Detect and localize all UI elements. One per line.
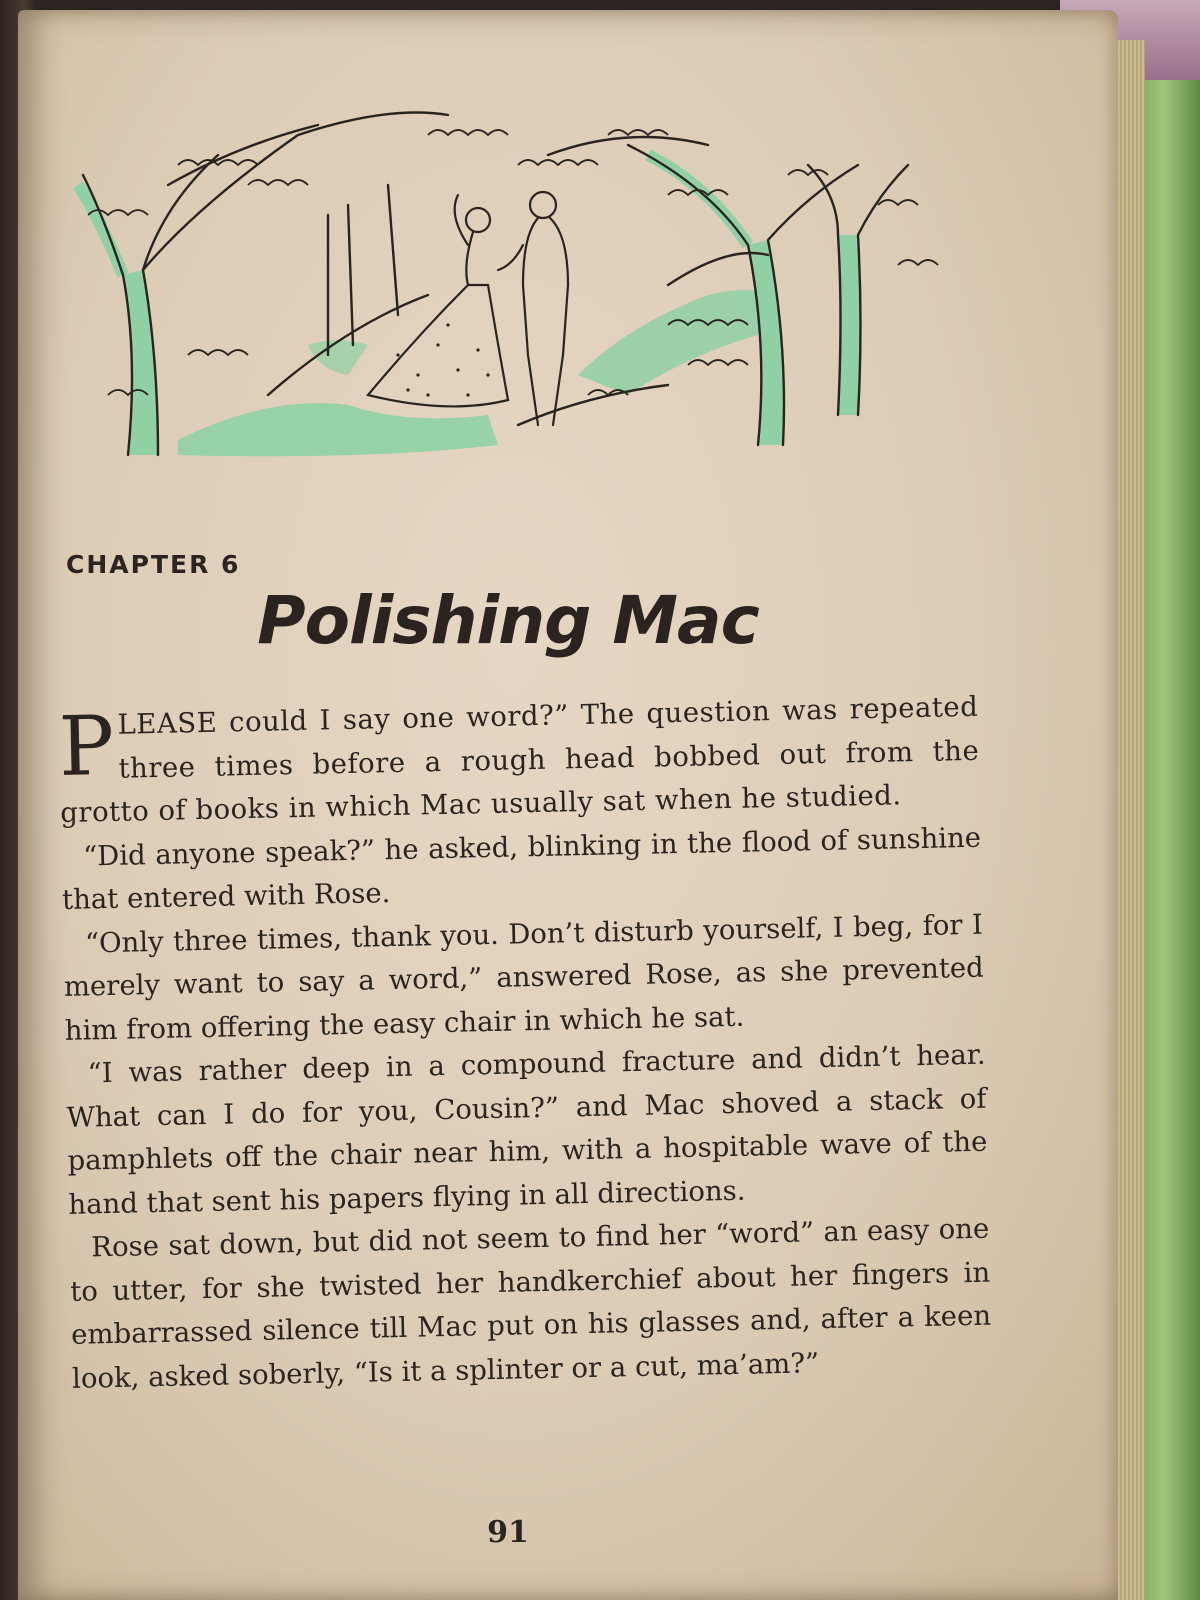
chapter-label: CHAPTER 6 xyxy=(66,550,241,579)
paragraph-2: “Did anyone speak?” he asked, blinking in the flood of sunshine that entered with Rose. xyxy=(61,821,982,916)
book-page xyxy=(18,10,1118,1600)
book-cover-edge xyxy=(1140,80,1200,1600)
paragraph-1: PLEASE could I say one word?” The question was repeated three times before a rough head bobbed out from the grotto of books in which Mac usually sat when he studied. xyxy=(57,690,980,829)
paragraph-5: Rose sat down, but did not seem to find her “word” an easy one to utter, for she twisted her handkerchief about her fingers in embarrassed silence till Mac put on his glasses and, after a keen look, asked soberly, “Is it a splinter or a cut, ma’am?” xyxy=(69,1212,992,1395)
paragraph-4: “I was rather deep in a compound fracture and didn’t hear. What can I do for you, Cousin?” and Mac shoved a stack of pamphlets off the chair near him, with a hospitable wave of the hand that sent his papers flying in all directions. xyxy=(66,1038,988,1221)
chapter-body xyxy=(58,686,992,1401)
drop-cap: P xyxy=(57,698,116,795)
paragraph-3: “Only three times, thank you. Don’t disturb yourself, I beg, for I merely want to say a word,” answered Rose, as she prevented him from offering the easy chair in which he sat. xyxy=(63,908,985,1047)
page-number: 91 xyxy=(487,1515,529,1550)
chapter-title: Polishing Mac xyxy=(257,582,759,659)
chapter-illustration xyxy=(68,95,948,475)
